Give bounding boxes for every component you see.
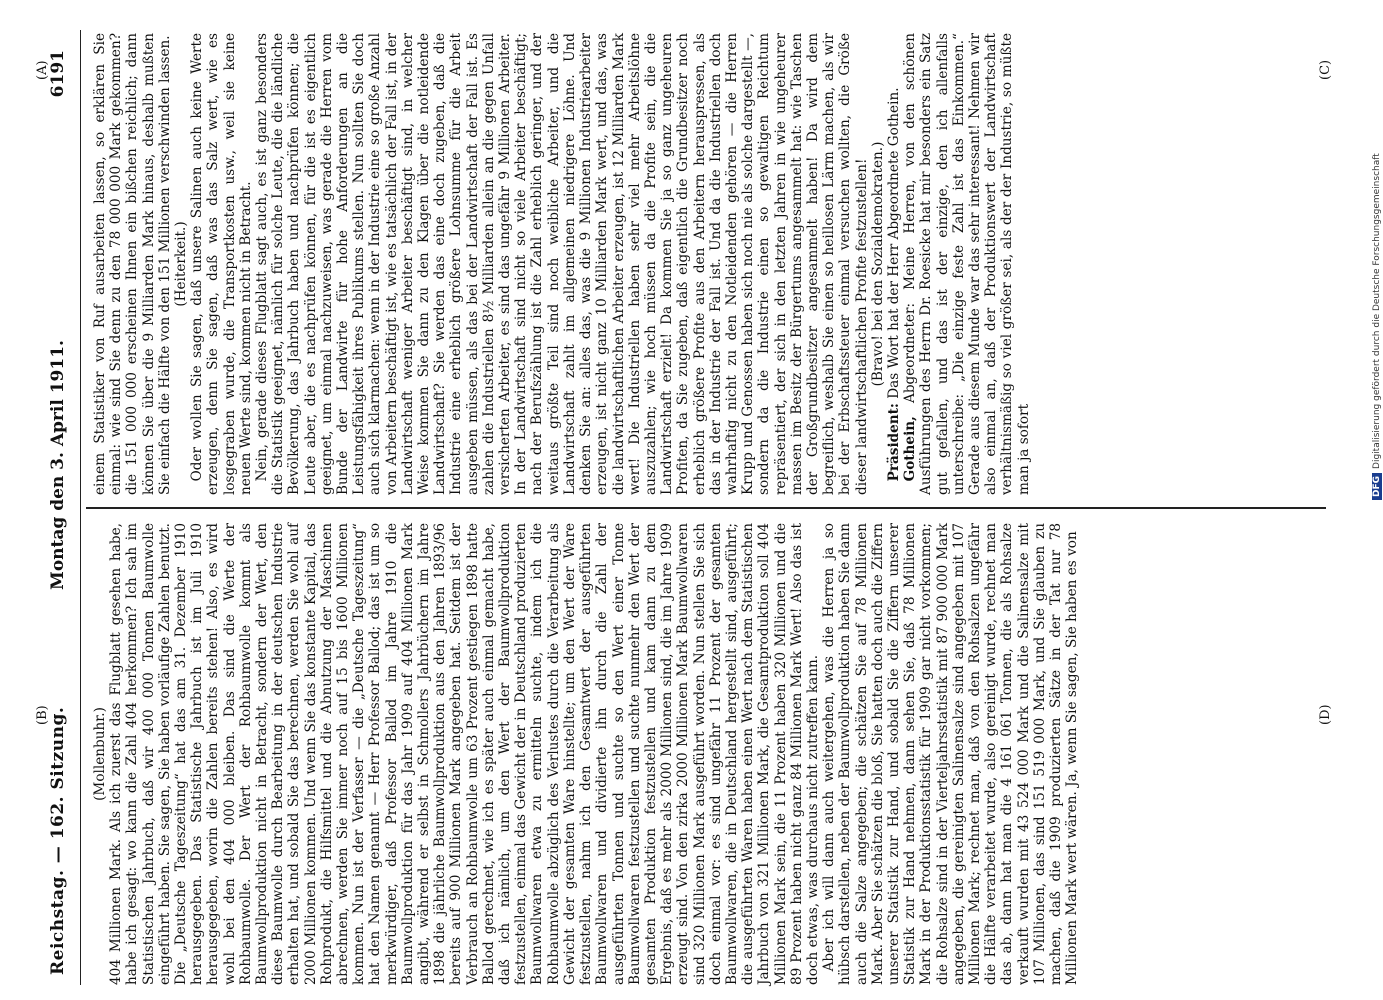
right-paragraph-4-text: Abgeordneter: Meine Herren, von den schönen Ausführungen des Herrn Dr. Roesicke hat mir besonders ein Satz gut gefallen, und das ist der einzige, den ich allenfalls unterschreibe: „Die einzige feste Zahl ist das Einkommen.“ Gerade aus diesem Munde war das sehr interessant! Nehmen wir also einmal an, daß der Produktionswert der Landwirtschaft verhältnismäßig so viel größer sei, als der der Industrie, so müßte man ja sofort <box>902 33 1032 495</box>
left-paragraph-1: 404 Millionen Mark. Als ich zuerst das Flugblatt gesehen habe, habe ich gesagt: wo kann die Zahl 404 herkommen? Ich sah im Statistischen Jahrbuch, daß wir 400 000 Tonnen Baumwolle eingeführt haben. Sie sagen, Sie haben vorläufige Zahlen benutzt. Die „Deutsche Tageszeitung“ hat das am 31. Dezember 1910 herausgegeben. Das Statistische Jahrbuch ist im Juli 1910 herausgegeben, worin die Zahlen bereits stehen! Also, es wird wohl bei den 404 000 bleiben. Das sind die Werte der Rohbaumwolle. Der Wert der Rohbaumwolle kommt als Baumwollproduktion nicht in Betracht, sondern der Wert, den diese Baumwolle durch Bearbeitung in der deutschen Industrie erhalten hat, und sobald Sie das berechnen, werden Sie wohl auf 2000 Millionen kommen. Und wenn Sie das konstante Kapital, das Rohprodukt, die Hilfsmittel und die Abnutzung der Maschinen abrechnen, werden Sie immer noch auf 15 bis 1600 Millionen kommen. Nun ist der Verfasser — die „Deutsche Tageszeitung“ hat den Namen genannt — Herr Professor Ballod; das ist um so merkwürdiger, daß Professor Ballod im Jahre 1910 die Baumwollproduktion für das Jahr 1909 auf 404 Millionen Mark angibt, während er selbst in Schmollers Jahrbüchern im Jahre 1898 die jährliche Baumwollproduktion aus den Jahren 1893/96 bereits auf 900 Millionen Mark angegeben hat. Seitdem ist der Verbrauch an Rohbaumwolle um 63 Prozent gestiegen 1898 hatte Ballod gerechnet, wie ich es später auch einmal gemacht habe, daß ich nämlich, um den Wert der Baumwollproduktion festzustellen, einmal das Gewicht der in Deutschland produzierten Baumwollwaren etwa zu ermitteln suchte, indem ich die Rohbaumwolle abzüglich des Verlustes durch die Verarbeitung als Gewicht der gesamten Ware hinstellte; um den Wert der Ware festzustellen, nahm ich den Gesamtwert der ausgeführten Baumwollwaren und dividierte ihn durch die Zahl der ausgeführten Tonnen und suchte so den Wert einer Tonne Baumwollwaren festzustellen und suchte nunmehr den Wert der gesamten Produktion festzustellen und kam dann zu dem Ergebnis, daß es mehr als 2000 Millionen sind, die im Jahre 1909 erzeugt sind. Von den zirka 2000 Millionen Mark Baumwollwaren sind 320 Millionen Mark ausgeführt worden. Nun stellen Sie sich doch einmal vor: es sind ungefähr 11 Prozent der gesamten Baumwollwaren, die in Deutschland hergestellt sind, ausgeführt; die ausgeführten Waren haben einen Wert nach dem Statistischen Jahrbuch von 321 Millionen Mark, die Gesamtproduktion soll 404 Millionen Mark sein, die 11 Prozent haben 320 Millionen und die 89 Prozent haben nicht ganz 84 Millionen Mark Wert! Also das ist doch etwas, was durchaus nicht zutreffen kann. <box>108 523 821 985</box>
rotated-page-content <box>35 30 1340 985</box>
president-text: Das Wort hat der Herr Abgeordnete Gothein. <box>885 87 902 399</box>
margin-marker-d: (D) <box>1318 704 1333 725</box>
digitization-notice <box>1372 153 1382 500</box>
interjection-applause: (Bravo! bei den Sozialdemokraten.) <box>869 141 886 387</box>
left-paragraph-2: Aber ich will dann auch weitergehen, was die Herren ja so hübsch darstellen, neben der Baumwollproduktion haben Sie dann auch die Salze angegeben; die schätzen Sie auf 78 Millionen Mark. Aber Sie schätzen die bloß, Sie hatten doch auch die Ziffern unserer Statistik zur Hand, und sobald Sie die Ziffern unserer Statistik zur Hand nehmen, dann sehen Sie, daß 78 Millionen Mark in der Produktionsstatistik für 1909 gar nicht vorkommen; die Rohsalze sind in der Vierteljahrsstatistik mit 87 900 000 Mark angegeben, die gereinigten Salinensalze sind angegeben mit 107 Millionen Mark; rechnet man, daß von den Rohsalzen ungefähr die Hälfte verarbeitet wurde, also gereinigt wurde, rechnet man das ab, dann hat man die 4 161 061 Tonnen, die als Rohsalze verkauft wurden mit 43 524 000 Mark und die Salinensalze mit 107 Millionen, das sind 151 519 000 Mark, und Sie glauben zu machen, daß die 1909 produzierten Sätze in der Tat nur 78 Millionen Mark wert wären. Ja, wenn Sie sagen, Sie haben es von <box>821 523 1081 985</box>
dfg-logo: DFG <box>1372 473 1382 500</box>
interjection-laughter: (Heiterkeit.) <box>173 221 190 307</box>
right-paragraph-1: einem Statistiker von Ruf ausarbeiten lassen, so erklären Sie einmal: wie sind Sie denn zu den 78 000 000 Mark gekommen? die 151 000 000 erscheinen Ihnen ein bißchen reichlich; dann können Sie über die 9 Milliarden Mark hinaus, deshalb mußten Sie einfach die Hälfte von den 151 Millionen verschwinden lassen. <box>92 33 173 495</box>
speaker-label: (Mollenbuhr.) <box>92 707 108 801</box>
right-paragraph-2: Oder wollen Sie sagen, daß unsere Salinen auch keine Werte erzeugen, denn Sie sagen, daß was das Salz wert, wie es losgegraben wurde, die Transportkosten usw., weil sie keine neuen Werte sind, kommen nicht in Betracht. <box>189 33 254 495</box>
margin-marker-c: (C) <box>1318 59 1333 80</box>
right-column <box>92 33 1032 495</box>
president-label: Präsident: <box>885 403 902 482</box>
president-statement <box>886 33 902 495</box>
speaker-name: Gothein, <box>902 416 919 482</box>
header-left: Reichstag. — 162. Sitzung. <box>48 706 68 975</box>
margin-marker-a: (A) <box>35 60 50 80</box>
right-paragraph-4 <box>902 33 1032 495</box>
column-divider <box>86 508 1326 510</box>
digitization-text: Digitalisierung gefördert durch die Deutsche Forschungsgemeinschaft <box>1372 153 1382 469</box>
margin-marker-b: (B) <box>35 705 50 725</box>
right-paragraph-3: Nein, gerade dieses Flugblatt sagt auch, es ist ganz besonders die Statistik geeignet, nämlich für solche Leute, die die ländliche Bevölkerung, das Jahrbuch haben und nachprüfen können; die Leute aber, die es nachprüfen können, für die ist es eigentlich geeignet, um einmal nachzuweisen, was gerade die Herren vom Bunde der Landwirte für hohe Anforderungen an die Leistungsfähigkeit ihres Publikums stellen. Nun sollten Sie doch auch sich klarmachen: wenn in der Industrie eine so große Anzahl von Arbeitern beschäftigt ist, wie es tatsächlich der Fall ist, in der Landwirtschaft weniger Arbeiter beschäftigt sind, in welcher Weise kommen Sie dann zu den Klagen über die notleidende Landwirtschaft? Sie werden das eine doch zugeben, daß die Industrie eine erheblich größere Lohnsumme für die Arbeit ausgeben müssen, als das bei der Landwirtschaft der Fall ist. Es zahlen die Industriellen 8½ Milliarden allein an die gegen Unfall versicherten Arbeiter, es sind das ungefähr 9 Millionen Arbeiter. In der Landwirtschaft sind nicht so viele Arbeiter beschäftigt; nach der Berufszählung ist die Zahl erheblich geringer, und der weitaus größte Teil sind noch weibliche Arbeiter, und die Landwirtschaft zahlt im allgemeinen niedrigere Löhne. Und denken Sie an: alles das, was die 9 Millionen Industriearbeiter erzeugen, ist nicht ganz 10 Milliarden Mark wert, und das, was die landwirtschaftlichen Arbeiter erzeugen, ist 12 Milliarden Mark wert! Die Industriellen haben sehr viel mehr Arbeitslöhne auszuzahlen; wie hoch müssen da die Profite sein, die die Landwirtschaft erzielt! Da kommen Sie ja so ganz ungeheuren Profiten, da Sie zugeben, daß eigentlich die Grundbesitzer noch erheblich größere Profite aus den Arbeitern herauspressen, als das in der Industrie der Fall ist. Und da die Industriellen doch wahrhaftig nicht zu den Notleidenden gehören — die Herren Krupp und Genossen haben sich noch nie als solche dargestellt —, sondern da die Industrie einen so gewaltigen Reichtum repräsentiert, der sich in den letzten Jahren in wie ungeheurer massen im Besitz der Bürgertums angesammelt hat: wie Taschen der Großgrundbesitzer angesammelt haben! Da wird dem begreiflich, weshalb Sie einen so heillosen Lärm machen, als wir bei der Erbschaftssteuer einmal versuchen wollten, die Größe dieser landwirtschaftlichen Profite festzustellen! <box>254 33 870 495</box>
page-number: 6191 <box>48 50 68 98</box>
header-center: Montag den 3. April 1911. <box>48 340 68 590</box>
page-header <box>40 30 81 985</box>
left-column <box>92 523 1080 985</box>
